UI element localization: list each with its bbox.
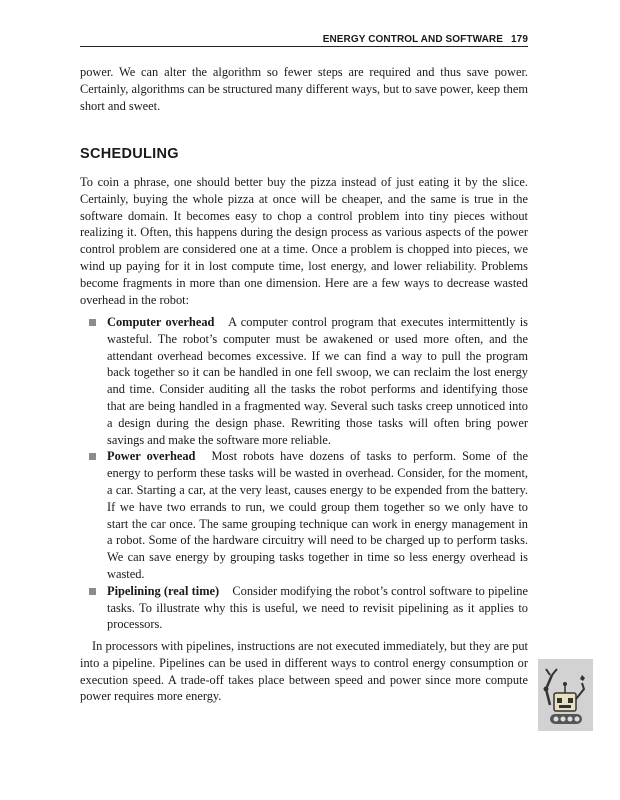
bullet-term: Computer overhead	[107, 315, 215, 329]
intro-paragraph: power. We can alter the algorithm so fewer steps are required and thus save power. Certainly, algorithms can be structured many different ways, but to save power, keep them short and sweet.	[80, 65, 528, 113]
bullet-item	[88, 314, 528, 448]
bullet-text: Most robots have dozens of tasks to perform. Some of the energy to perform these tasks will be wasted in overhead. Consider, for the moment, a car. Starting a car, at the very least, causes energy to be expended from the battery. If we have two errands to run, we could group them together so we only have to start the car once. The same grouping technique can work in energy management in a robot. Some of the hardware circuitry will need to be charged up to perform tasks. We can save energy by grouping tasks together in time so less energy overhead is wasted.	[107, 449, 529, 581]
bullet-term: Power overhead	[107, 449, 196, 464]
scheduling-paragraph: To coin a phrase, one should better buy the pizza instead of just eating it by the slice. Certainly, buying the whole pizza at once will be cheaper, and the same is true in the software domain. It becomes easy to chop a control problem into tiny pieces without realizing it. Often, this happens during the design process as various aspects of the power control problem are considered one at a time. Once a problem is chopped into pieces, we wind up paying for it in lost compute time, lost energy, and lower reliability. Problems become fragments in more than one dimension. Here are a few ways to decrease wasted overhead in the robot:	[80, 175, 528, 307]
bullet-text: Consider modifying the robot’s control software to pipeline tasks. To illustrate why this is useful, we need to revisit pipelining as it applies to processors.	[107, 583, 528, 632]
running-header	[80, 34, 528, 47]
bullet-term: Pipelining (real time)	[107, 583, 220, 598]
bullet-text: A computer control program that executes intermittently is wasteful. The robot’s computer must be awakened or used more often, and the attendant overhead becomes excessive. If we can find a way to pull the program back together so it can be handled in one fell swoop, we can reclaim the lost energy and time. Consider auditing all the tasks the robot performs and identifying those that are being handled in a fragmented way. Several such tasks creep unnoticed into a design during the design phase. Rewriting those tasks will often bring power savings and make the software more reliable.	[107, 315, 528, 447]
bullet-square-icon	[89, 453, 96, 460]
section-heading: SCHEDULING	[80, 146, 179, 162]
bullet-list	[88, 314, 528, 633]
page-number: 179	[511, 34, 528, 45]
robot-icon	[538, 659, 593, 731]
bullet-item	[88, 583, 528, 633]
bullet-square-icon	[89, 319, 96, 326]
bullet-item	[88, 448, 528, 582]
bullet-square-icon	[89, 588, 96, 595]
closing-paragraph: In processors with pipelines, instructions are not executed immediately, but they are put into a pipeline. Pipelines can be used in different ways to control energy consumption or execution speed. A trade-off takes place between speed and power since more compute power requires more energy.	[80, 639, 528, 704]
running-title: ENERGY CONTROL AND SOFTWARE	[322, 34, 503, 45]
